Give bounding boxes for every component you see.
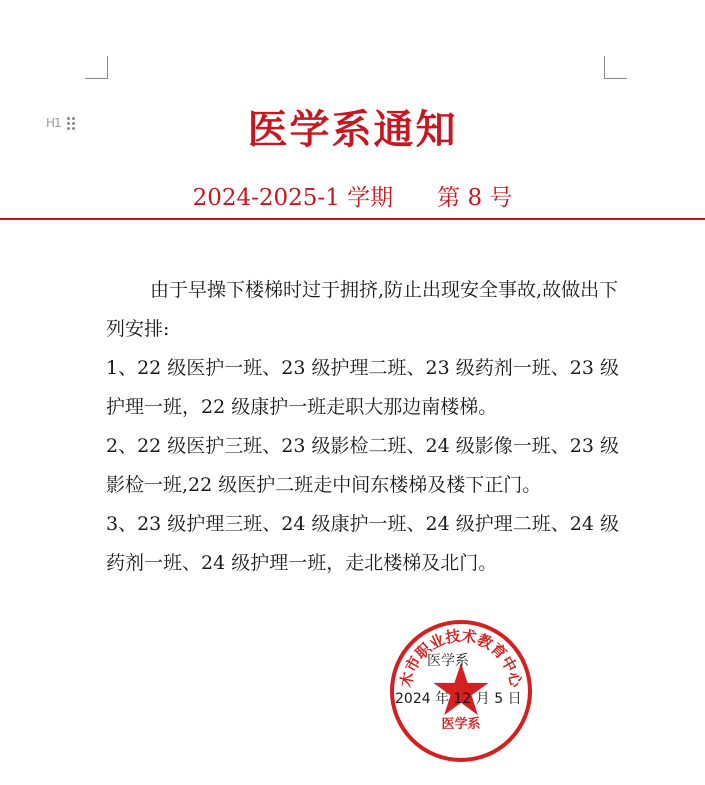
- page-corner-mark-top-left: [85, 56, 108, 79]
- notice-item-2: 2、22 级医护三班、23 级影检二班、24 级影像一班、23 级影检一班,22 级医护二班走中间东楼梯及楼下正门。: [106, 435, 619, 496]
- document-title: 医学系通知: [247, 106, 458, 153]
- notice-body: [106, 271, 626, 583]
- signature-date: 2024 年 12 月 5 日: [395, 691, 522, 707]
- issue-number: 第 8 号: [437, 185, 513, 211]
- notice-item-1: 1、22 级医护一班、23 级护理二班、23 级药剂一班、23 级护理一班，22 级康护一班走职大那边南楼梯。: [106, 357, 619, 418]
- page-corner-mark-top-right: [604, 56, 627, 79]
- term-label: 2024-2025-1 学期: [192, 185, 394, 211]
- issue-line: [0, 179, 705, 212]
- seal-ring-text: 木市职业技术教育中心: [396, 626, 526, 689]
- notice-intro: 由于早操下楼梯时过于拥挤,防止出现安全事故,故做出下列安排:: [106, 279, 619, 340]
- seal-center-text: 医学系: [441, 717, 481, 732]
- notice-item-3: 3、23 级护理三班、24 级康护一班、24 级护理二班、24 级药剂一班、24 级护理一班，走北楼梯及北门。: [106, 513, 619, 574]
- signature-department: 医学系: [427, 653, 469, 669]
- heading-level-icon: H1: [46, 116, 61, 130]
- header-divider: [0, 218, 705, 220]
